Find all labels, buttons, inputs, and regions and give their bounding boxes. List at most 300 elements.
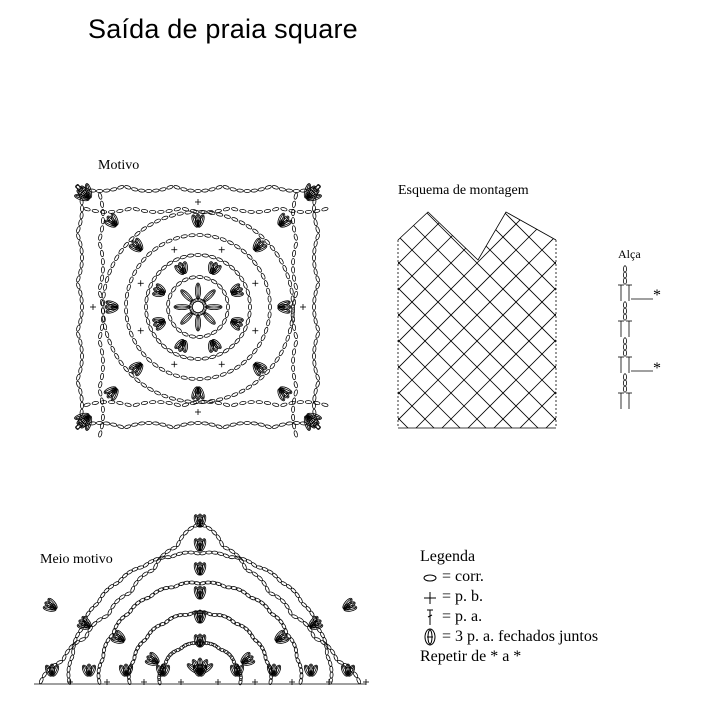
chain-stitch: [230, 187, 237, 191]
chain-stitch: [98, 381, 103, 388]
chain-stitch: [78, 367, 82, 374]
chain-stitch: [158, 366, 165, 372]
chain-stitch: [123, 366, 129, 373]
chain-stitch: [78, 318, 82, 325]
chain-stitch: [80, 212, 84, 219]
chain-stitch: [125, 402, 132, 407]
chain-stitch: [269, 304, 272, 310]
chain-stitch: [239, 332, 245, 339]
chain-stitch: [189, 275, 196, 279]
chain-stitch: [256, 210, 263, 213]
chain-stitch: [149, 210, 156, 213]
chain-stitch: [152, 246, 159, 252]
chain-stitch: [103, 189, 110, 193]
chain-stitch: [195, 190, 201, 193]
chain-stitch: [124, 300, 127, 307]
chain-stitch: [175, 327, 182, 333]
chain-stitch: [209, 187, 216, 191]
chain-stitch: [164, 618, 171, 624]
chain-stitch: [246, 318, 251, 325]
chain-stitch: [124, 424, 131, 429]
chain-stitch: [313, 388, 317, 395]
chain-stitch: [260, 334, 265, 341]
chain-stitch: [182, 277, 189, 282]
chain-stitch: [145, 296, 149, 303]
chain-stitch: [269, 363, 275, 370]
chain-stitch: [155, 270, 161, 277]
chain-stitch: [147, 222, 154, 228]
chain-stitch: [293, 430, 298, 437]
chain-stitch: [204, 276, 211, 281]
chain-stitch: [76, 332, 81, 339]
chain-stitch: [237, 189, 244, 193]
chain-stitch: [180, 187, 187, 191]
chain-stitch: [252, 348, 258, 355]
chain-stitch: [305, 400, 312, 403]
chain-stitch: [292, 373, 296, 380]
cluster-icon: [420, 628, 442, 646]
motif-chart: [63, 172, 333, 442]
chain-stitch: [118, 359, 124, 366]
chain-stitch: [202, 254, 209, 258]
chain-stitch: [229, 548, 236, 554]
chain-stitch: [624, 374, 627, 380]
legend-repeat-text: Repetir de * a *: [420, 648, 522, 665]
chain-stitch: [209, 422, 216, 426]
chain-stitch: [140, 226, 147, 232]
chain-stitch: [166, 260, 173, 266]
assembly-diagonal: [0, 210, 62, 450]
chain-stitch: [152, 189, 159, 193]
cluster-stitch-core: [197, 284, 199, 298]
chain-stitch: [166, 238, 173, 243]
chain-stitch: [159, 187, 166, 191]
chain-stitch: [264, 327, 269, 334]
chain-stitch: [152, 422, 159, 426]
assembly-diagonal: [684, 210, 709, 450]
chain-stitch: [161, 343, 168, 349]
chain-stitch: [313, 268, 317, 275]
chain-stitch: [133, 207, 140, 212]
chain-stitch: [248, 311, 252, 318]
chain-stitch: [305, 210, 312, 213]
chain-stitch: [98, 340, 103, 347]
chain-stitch: [136, 262, 142, 269]
chain-stitch: [113, 623, 119, 630]
chain-stitch: [243, 325, 248, 332]
chain-stitch: [258, 374, 265, 381]
chain-stitch: [293, 283, 298, 290]
chain-stitch: [286, 189, 293, 193]
chain-stitch: [76, 374, 81, 381]
assembly-diagonal: [472, 210, 709, 450]
chain-stitch: [138, 422, 145, 426]
chain-stitch: [140, 382, 147, 388]
assembly-diagonal: [394, 210, 634, 450]
chain-stitch: [78, 268, 82, 275]
chain-stitch: [225, 616, 232, 622]
chain-stitch: [313, 346, 317, 353]
chain-stitch: [158, 400, 165, 403]
chain-stitch: [293, 291, 298, 298]
chain-stitch: [159, 422, 166, 426]
chain-stitch: [205, 234, 212, 238]
chain-stitch: [100, 349, 104, 356]
chain-stitch: [248, 296, 252, 303]
chain-stitch: [128, 607, 134, 614]
chain-stitch: [239, 275, 245, 282]
chain-stitch: [84, 402, 91, 407]
chain-stitch: [118, 576, 124, 583]
chain-stitch: [272, 185, 279, 190]
chain-stitch: [291, 357, 294, 364]
chain-stitch: [230, 618, 237, 624]
chain-stitch: [161, 264, 168, 270]
chain-stitch: [107, 609, 112, 616]
chain-stitch: [234, 338, 240, 345]
chain-stitch: [249, 304, 252, 310]
assembly-diagonal: [398, 210, 638, 450]
half-motif-label: Meio motivo: [40, 552, 113, 567]
chain-stitch: [158, 242, 165, 248]
chain-stitch: [166, 307, 170, 314]
chain-stitch: [202, 189, 209, 193]
chain-stitch: [116, 618, 122, 625]
chain-stitch: [315, 282, 320, 289]
chain-stitch: [101, 308, 104, 315]
chain-stitch: [223, 424, 230, 429]
chain-stitch: [176, 540, 181, 547]
chain-stitch: [258, 233, 265, 240]
double-crochet-icon: [420, 608, 442, 626]
chain-stitch: [174, 207, 181, 212]
chain-stitch: [231, 217, 238, 222]
chain-stitch: [67, 678, 71, 685]
chain-stitch: [291, 365, 294, 372]
chain-stitch: [98, 291, 103, 298]
chain-stitch: [78, 289, 82, 296]
chain-stitch: [81, 205, 84, 211]
chain-stitch: [219, 540, 224, 547]
chain-stitch: [150, 626, 157, 632]
chain-stitch: [189, 377, 196, 381]
chain-stitch: [125, 207, 132, 212]
chain-stitch: [240, 209, 247, 213]
chain-stitch: [180, 422, 187, 426]
chain-stitch: [251, 189, 258, 193]
single-crochet-icon: [420, 588, 442, 606]
chain-stitch: [272, 572, 279, 578]
chain-stitch: [101, 365, 104, 372]
legend-item-double-crochet: [420, 607, 598, 627]
chain-stitch: [180, 355, 187, 360]
chain-stitch: [315, 275, 320, 282]
chain-stitch: [173, 352, 180, 357]
chain-stitch: [76, 233, 81, 240]
chain-stitch: [227, 368, 234, 374]
chain-stitch: [624, 380, 627, 386]
assembly-top-edge: [398, 212, 556, 260]
chain-stitch: [624, 266, 627, 272]
chain-stitch: [278, 618, 284, 625]
chain-stitch: [123, 612, 130, 618]
chain-stitch: [286, 422, 293, 426]
chain-stitch: [272, 424, 279, 429]
chain-stitch: [217, 283, 224, 290]
chain-stitch: [98, 234, 103, 241]
chain-stitch: [289, 637, 295, 644]
chain-stitch: [193, 210, 199, 213]
chain-stitch: [297, 210, 304, 213]
chain-stitch: [245, 224, 252, 230]
chain-stitch: [140, 351, 146, 358]
cluster-stitch-core: [210, 341, 212, 351]
chain-stitch: [245, 384, 252, 390]
chain-stitch: [292, 201, 296, 208]
chain-stitch: [315, 325, 320, 332]
chain-stitch: [80, 311, 84, 318]
chain-stitch: [244, 422, 250, 425]
chain-stitch: [101, 258, 104, 265]
chain-stitch: [194, 551, 201, 555]
chain-stitch: [195, 254, 201, 257]
chain-stitch: [148, 325, 153, 332]
chain-stitch: [173, 185, 180, 190]
chain-stitch: [173, 424, 180, 429]
chain-stitch: [166, 300, 170, 307]
half-motif-chart: [30, 512, 370, 692]
chain-stitch: [320, 640, 327, 646]
chain-stitch: [268, 296, 272, 303]
chain-stitch: [174, 402, 181, 407]
chain-stitch: [131, 422, 138, 426]
strap-asterisk-top: *: [653, 287, 661, 304]
chain-stitch: [293, 381, 298, 388]
chain-stitch: [146, 357, 153, 364]
chain-stitch: [166, 348, 173, 354]
cluster-stitch: [195, 283, 200, 299]
chain-stitch: [313, 209, 320, 213]
chain-stitch: [188, 189, 195, 193]
chain-stitch: [216, 424, 223, 429]
strap-asterisk-bottom: *: [653, 360, 661, 377]
chain-stitch: [250, 633, 256, 640]
chain-stitch: [155, 338, 161, 345]
chain-stitch: [39, 677, 44, 684]
chain-stitch: [227, 240, 234, 246]
chain-stitch: [243, 282, 248, 289]
chain-stitch: [137, 641, 143, 648]
chain-stitch: [293, 242, 298, 249]
chain-stitch: [80, 247, 84, 254]
chain-stitch: [216, 257, 223, 262]
chain-stitch: [274, 615, 281, 622]
chain-stitch: [243, 626, 250, 632]
cluster-stitch-core: [197, 316, 199, 330]
chain-stitch: [259, 600, 266, 606]
chain-stitch: [624, 308, 627, 314]
chain-stitch: [211, 279, 218, 285]
chain-stitch: [220, 372, 227, 377]
chain-stitch: [238, 388, 245, 394]
chain-stitch: [117, 209, 124, 213]
chain-stitch: [171, 321, 177, 328]
chain-stitch: [158, 210, 165, 213]
chain-stitch: [333, 654, 338, 661]
chain-stitch: [265, 586, 270, 593]
chain-stitch: [173, 236, 180, 241]
chain-stitch: [124, 185, 131, 190]
chain-stitch: [265, 424, 272, 429]
chain-stitch: [315, 374, 320, 381]
legend-heading: Legenda: [420, 548, 476, 565]
chain-stitch: [98, 283, 103, 290]
chain-stitch: [258, 187, 265, 191]
chain-stitch: [80, 297, 84, 304]
chain-stitch: [267, 569, 274, 575]
assembly-diagonal: [342, 210, 582, 450]
chain-stitch: [217, 324, 224, 331]
chain-stitch: [80, 261, 84, 268]
chain-stitch: [189, 334, 196, 338]
chain-stitch: [114, 353, 120, 360]
chain-stitch: [209, 255, 216, 260]
chain-stitch: [129, 331, 134, 338]
chain-stitch: [252, 380, 259, 386]
chain-stitch: [182, 331, 189, 336]
chain-stitch: [100, 226, 104, 233]
chain-stitch: [161, 394, 168, 399]
page-title: Saída de praia square: [88, 14, 358, 44]
chain-stitch: [225, 311, 229, 318]
chain-stitch: [132, 269, 138, 276]
chain-stitch: [181, 234, 188, 238]
chain-stitch: [152, 362, 159, 368]
chain-stitch: [237, 422, 244, 426]
chain-stitch: [313, 353, 316, 359]
chain-stitch: [291, 406, 294, 413]
chain-stitch: [169, 213, 176, 218]
chain-stitch: [215, 401, 222, 405]
chain-stitch: [624, 386, 627, 392]
chain-stitch: [110, 346, 116, 353]
chain-stitch: [285, 272, 290, 279]
legend-item-cluster: [420, 627, 598, 647]
chain-stitch: [133, 402, 140, 407]
chain-stitch: [292, 250, 296, 257]
assembly-label: Esquema de montagem: [398, 183, 529, 198]
chain-stitch: [325, 649, 328, 655]
chain-stitch: [624, 314, 627, 320]
chain-stitch: [258, 422, 265, 426]
chain-stitch: [92, 401, 99, 405]
chain-stitch: [313, 212, 317, 219]
chain-stitch: [161, 215, 168, 220]
chain-stitch: [154, 390, 161, 395]
chain-stitch: [114, 254, 120, 261]
chain-stitch: [266, 288, 270, 295]
chain-stitch: [292, 275, 296, 282]
chain-stitch: [177, 212, 184, 216]
chain-stitch: [223, 348, 230, 354]
chain-stitch: [98, 389, 103, 396]
chain-stitch: [153, 563, 158, 570]
chain-stitch: [197, 377, 203, 380]
chain-stitch: [292, 226, 296, 233]
legend-text-chain: = corr.: [442, 568, 484, 585]
chain-stitch: [80, 346, 84, 353]
chain-stitch: [264, 401, 271, 405]
chain-stitch: [245, 592, 252, 599]
chain-stitch: [126, 284, 131, 291]
chain-stitch: [100, 275, 104, 282]
chain-stitch: [110, 422, 117, 426]
chain-stitch: [151, 332, 157, 339]
chain-stitch: [197, 275, 204, 278]
chain-stitch-icon: [420, 568, 442, 586]
chain-stitch: [100, 201, 104, 208]
chain-stitch: [238, 220, 245, 226]
chain-stitch: [187, 254, 194, 258]
chain-stitch: [125, 292, 129, 299]
chain-stitch: [242, 563, 247, 570]
chain-stitch: [313, 339, 317, 346]
chain-stitch: [140, 256, 146, 263]
chain-stitch: [285, 335, 290, 342]
chain-stitch: [293, 389, 298, 396]
chain-stitch: [264, 280, 269, 287]
chain-stitch: [73, 640, 80, 646]
chain-stitch: [313, 219, 317, 226]
chain-stitch: [209, 355, 216, 360]
chain-stitch: [274, 356, 280, 363]
chain-stitch: [182, 207, 189, 212]
chain-stitch: [92, 209, 99, 213]
chain-stitch: [266, 607, 272, 614]
chain-stitch: [145, 304, 148, 310]
cluster-stitch-core: [207, 306, 221, 308]
legend-item-single-crochet: [420, 587, 598, 607]
chain-stitch: [105, 637, 111, 644]
chain-stitch: [272, 402, 279, 407]
chain-stitch: [223, 402, 230, 407]
chain-stitch: [252, 637, 259, 643]
chain-stitch: [171, 286, 177, 293]
chain-stitch: [85, 610, 91, 617]
chain-stitch: [101, 267, 104, 274]
strap-label: Alça: [618, 247, 641, 261]
chain-stitch: [100, 592, 106, 599]
chain-stitch: [166, 370, 173, 375]
chain-stitch: [141, 401, 148, 405]
chain-stitch: [149, 400, 156, 403]
assembly-diagonal: [316, 210, 556, 450]
chain-stitch: [130, 586, 135, 593]
chain-stitch: [123, 242, 129, 249]
chain-stitch: [134, 600, 141, 606]
chain-stitch: [118, 248, 124, 255]
chain-stitch: [313, 240, 317, 247]
chain-stitch: [313, 297, 317, 304]
chain-stitch: [76, 381, 81, 388]
chain-stitch: [220, 237, 227, 242]
chain-stitch: [81, 353, 84, 359]
chain-stitch: [154, 218, 161, 223]
chain-stitch: [246, 253, 253, 260]
chain-stitch: [98, 193, 103, 200]
chain-stitch: [313, 255, 316, 261]
chain-stitch: [105, 331, 110, 338]
